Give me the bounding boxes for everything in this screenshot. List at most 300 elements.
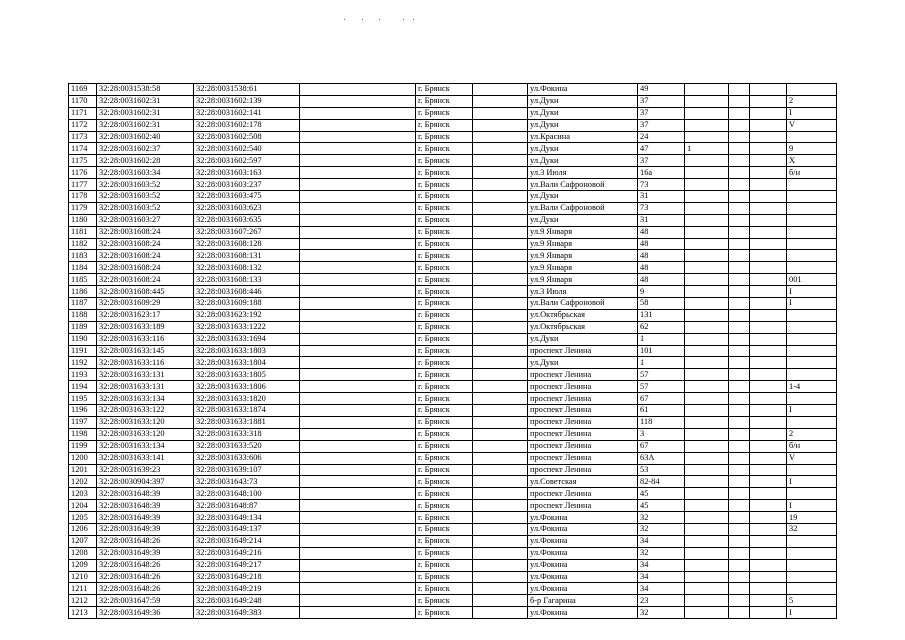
house-number-cell: 34 [638,559,685,571]
city-cell: г. Брянск [416,440,473,452]
building-cell [685,607,729,619]
empty-column-cell [300,547,416,559]
premises-cell [787,547,837,559]
table-row [69,464,837,476]
parent-cadastral-number-cell: 32:28:0031602:28 [97,155,194,167]
building-cell [685,214,729,226]
city-cell: г. Брянск [416,321,473,333]
premises-cell: 2 [787,95,837,107]
empty-column-cell [473,167,528,179]
empty-column-cell [750,393,787,405]
empty-column-cell [750,464,787,476]
parent-cadastral-number-cell: 32:28:0031633:145 [97,345,194,357]
street-cell: ул.Дуки [528,107,638,119]
empty-column-cell [729,512,750,524]
street-cell: ул.Октябрьская [528,309,638,321]
street-cell: проспект Ленина [528,464,638,476]
parent-cadastral-number-cell: 32:28:0031633:122 [97,405,194,417]
row-number-cell: 1192 [69,357,97,369]
city-cell: г. Брянск [416,428,473,440]
street-cell: проспект Ленина [528,416,638,428]
empty-column-cell [300,512,416,524]
empty-column-cell [300,191,416,203]
premises-cell: б/н [787,440,837,452]
house-number-cell: 24 [638,131,685,143]
empty-column-cell [750,500,787,512]
parent-cadastral-number-cell: 32:28:0031608:24 [97,226,194,238]
table-row [69,238,837,250]
city-cell: г. Брянск [416,84,473,96]
house-number-cell: 67 [638,440,685,452]
building-cell [685,131,729,143]
street-cell: ул.Вали Сафроновой [528,179,638,191]
row-number-cell: 1194 [69,381,97,393]
table-row [69,583,837,595]
parent-cadastral-number-cell: 32:28:0031648:26 [97,559,194,571]
table-row [69,286,837,298]
street-cell: ул.9 Января [528,262,638,274]
parent-cadastral-number-cell: 32:28:0031602:40 [97,131,194,143]
city-cell: г. Брянск [416,500,473,512]
empty-column-cell [300,250,416,262]
row-number-cell: 1184 [69,262,97,274]
row-number-cell: 1171 [69,107,97,119]
empty-column-cell [750,535,787,547]
parent-cadastral-number-cell: 32:28:0031648:26 [97,583,194,595]
row-number-cell: 1209 [69,559,97,571]
empty-column-cell [729,559,750,571]
table-row [69,95,837,107]
house-number-cell: 37 [638,95,685,107]
premises-cell: 9 [787,143,837,155]
empty-column-cell [729,381,750,393]
cadastral-number-cell: 32:28:0031603:623 [194,202,300,214]
parent-cadastral-number-cell: 32:28:0031602:37 [97,143,194,155]
empty-column-cell [729,583,750,595]
house-number-cell: 118 [638,416,685,428]
parent-cadastral-number-cell: 32:28:0031649:39 [97,512,194,524]
street-cell: ул.Фокина [528,84,638,96]
empty-column-cell [473,84,528,96]
cadastral-number-cell: 32:28:0031649:217 [194,559,300,571]
house-number-cell: 62 [638,321,685,333]
table-row [69,131,837,143]
empty-column-cell [473,571,528,583]
building-cell [685,440,729,452]
row-number-cell: 1177 [69,179,97,191]
premises-cell [787,357,837,369]
table-row [69,321,837,333]
row-number-cell: 1212 [69,595,97,607]
table-row [69,84,837,96]
street-cell: ул.Фокина [528,512,638,524]
house-number-cell: 31 [638,214,685,226]
building-cell [685,405,729,417]
city-cell: г. Брянск [416,381,473,393]
cadastral-number-cell: 32:28:0031648:100 [194,488,300,500]
house-number-cell: 48 [638,262,685,274]
house-number-cell: 73 [638,179,685,191]
empty-column-cell [473,416,528,428]
house-number-cell: 32 [638,512,685,524]
empty-column-cell [473,226,528,238]
city-cell: г. Брянск [416,535,473,547]
cadastral-number-cell: 32:28:0031602:508 [194,131,300,143]
empty-column-cell [300,155,416,167]
house-number-cell: 67 [638,393,685,405]
city-cell: г. Брянск [416,464,473,476]
empty-column-cell [750,131,787,143]
street-cell: ул.9 Января [528,238,638,250]
table-row [69,381,837,393]
house-number-cell: 45 [638,500,685,512]
house-number-cell: 32 [638,547,685,559]
empty-column-cell [473,452,528,464]
row-number-cell: 1190 [69,333,97,345]
empty-column-cell [300,131,416,143]
empty-column-cell [729,167,750,179]
empty-column-cell [300,202,416,214]
building-cell [685,547,729,559]
house-number-cell: 49 [638,84,685,96]
parent-cadastral-number-cell: 32:28:0031602:31 [97,107,194,119]
street-cell: ул.3 Июля [528,167,638,179]
premises-cell [787,238,837,250]
parent-cadastral-number-cell: 32:28:0031608:445 [97,286,194,298]
empty-column-cell [750,416,787,428]
house-number-cell: 34 [638,571,685,583]
cadastral-number-cell: 32:28:0031608:132 [194,262,300,274]
city-cell: г. Брянск [416,309,473,321]
empty-column-cell [729,119,750,131]
empty-column-cell [729,95,750,107]
empty-column-cell [473,369,528,381]
street-cell: ул.Октябрьская [528,321,638,333]
parent-cadastral-number-cell: 32:28:0031633:120 [97,416,194,428]
cadastral-number-cell: 32:28:0031602:540 [194,143,300,155]
empty-column-cell [729,131,750,143]
empty-column-cell [300,583,416,595]
empty-column-cell [473,607,528,619]
building-cell [685,535,729,547]
premises-cell [787,191,837,203]
building-cell [685,107,729,119]
empty-column-cell [300,476,416,488]
street-cell: ул.Дуки [528,155,638,167]
premises-cell [787,345,837,357]
empty-column-cell [729,500,750,512]
city-cell: г. Брянск [416,131,473,143]
table-row [69,476,837,488]
street-cell: проспект Ленина [528,405,638,417]
table-row [69,595,837,607]
empty-column-cell [750,381,787,393]
empty-column-cell [300,559,416,571]
street-cell: ул.Фокина [528,571,638,583]
premises-cell: 5 [787,595,837,607]
empty-column-cell [473,547,528,559]
parent-cadastral-number-cell: 32:28:0030904:397 [97,476,194,488]
building-cell [685,381,729,393]
premises-cell: I [787,405,837,417]
empty-column-cell [473,523,528,535]
row-number-cell: 1208 [69,547,97,559]
empty-column-cell [473,476,528,488]
empty-column-cell [729,179,750,191]
empty-column-cell [300,298,416,310]
empty-column-cell [750,547,787,559]
empty-column-cell [300,309,416,321]
row-number-cell: 1187 [69,298,97,310]
empty-column-cell [473,155,528,167]
empty-column-cell [750,274,787,286]
street-cell: ул.Вали Сафроновой [528,202,638,214]
empty-column-cell [300,405,416,417]
table-row [69,428,837,440]
premises-cell [787,202,837,214]
premises-cell: I [787,107,837,119]
row-number-cell: 1199 [69,440,97,452]
empty-column-cell [750,214,787,226]
row-number-cell: 1205 [69,512,97,524]
city-cell: г. Брянск [416,583,473,595]
row-number-cell: 1179 [69,202,97,214]
row-number-cell: 1176 [69,167,97,179]
empty-column-cell [750,595,787,607]
empty-column-cell [729,286,750,298]
building-cell [685,595,729,607]
city-cell: г. Брянск [416,262,473,274]
empty-column-cell [300,107,416,119]
parent-cadastral-number-cell: 32:28:0031603:52 [97,179,194,191]
city-cell: г. Брянск [416,250,473,262]
cadastral-number-cell: 32:28:0031633:1694 [194,333,300,345]
row-number-cell: 1172 [69,119,97,131]
city-cell: г. Брянск [416,143,473,155]
empty-column-cell [300,179,416,191]
city-cell: г. Брянск [416,523,473,535]
empty-column-cell [750,143,787,155]
street-cell: ул.Фокина [528,547,638,559]
parent-cadastral-number-cell: 32:28:0031633:134 [97,440,194,452]
premises-cell [787,559,837,571]
street-cell: ул.Дуки [528,214,638,226]
street-cell: проспект Ленина [528,440,638,452]
empty-column-cell [473,131,528,143]
building-cell [685,369,729,381]
parent-cadastral-number-cell: 32:28:0031639:23 [97,464,194,476]
table-row [69,523,837,535]
premises-cell: 32 [787,523,837,535]
premises-cell [787,226,837,238]
row-number-cell: 1198 [69,428,97,440]
building-cell [685,309,729,321]
house-number-cell: 101 [638,345,685,357]
premises-cell [787,535,837,547]
empty-column-cell [729,333,750,345]
cadastral-registry-table [68,83,837,619]
cadastral-number-cell: 32:28:0031633:1222 [194,321,300,333]
empty-column-cell [729,262,750,274]
premises-cell: I [787,500,837,512]
table-row [69,333,837,345]
empty-column-cell [750,107,787,119]
empty-column-cell [750,369,787,381]
premises-cell [787,488,837,500]
empty-column-cell [473,333,528,345]
house-number-cell: 57 [638,381,685,393]
parent-cadastral-number-cell: 32:28:0031608:24 [97,274,194,286]
street-cell: ул.Дуки [528,333,638,345]
parent-cadastral-number-cell: 32:28:0031649:39 [97,523,194,535]
building-cell [685,571,729,583]
street-cell: проспект Ленина [528,345,638,357]
empty-column-cell [729,155,750,167]
building-cell [685,393,729,405]
table-row [69,559,837,571]
house-number-cell: 48 [638,274,685,286]
cadastral-number-cell: 32:28:0031538:61 [194,84,300,96]
empty-column-cell [729,476,750,488]
empty-column-cell [473,95,528,107]
building-cell [685,488,729,500]
parent-cadastral-number-cell: 32:28:0031648:26 [97,571,194,583]
cadastral-number-cell: 32:28:0031633:1805 [194,369,300,381]
cadastral-number-cell: 32:28:0031633:606 [194,452,300,464]
premises-cell: 2 [787,428,837,440]
table-row [69,440,837,452]
house-number-cell: 34 [638,535,685,547]
parent-cadastral-number-cell: 32:28:0031623:17 [97,309,194,321]
row-number-cell: 1191 [69,345,97,357]
empty-column-cell [473,535,528,547]
empty-column-cell [473,512,528,524]
building-cell [685,191,729,203]
empty-column-cell [300,262,416,274]
street-cell: ул.Фокина [528,583,638,595]
building-cell [685,321,729,333]
building-cell [685,452,729,464]
building-cell [685,523,729,535]
street-cell: проспект Ленина [528,369,638,381]
city-cell: г. Брянск [416,452,473,464]
row-number-cell: 1210 [69,571,97,583]
empty-column-cell [729,405,750,417]
house-number-cell: 1 [638,357,685,369]
parent-cadastral-number-cell: 32:28:0031633:116 [97,357,194,369]
row-number-cell: 1173 [69,131,97,143]
table-row [69,500,837,512]
building-cell [685,286,729,298]
parent-cadastral-number-cell: 32:28:0031603:27 [97,214,194,226]
empty-column-cell [300,274,416,286]
city-cell: г. Брянск [416,476,473,488]
cadastral-number-cell: 32:28:0031603:635 [194,214,300,226]
empty-column-cell [300,84,416,96]
cadastral-number-cell: 32:28:0031649:134 [194,512,300,524]
building-cell [685,84,729,96]
city-cell: г. Брянск [416,357,473,369]
parent-cadastral-number-cell: 32:28:0031602:31 [97,95,194,107]
cadastral-number-cell: 32:28:0031633:1804 [194,357,300,369]
parent-cadastral-number-cell: 32:28:0031538:58 [97,84,194,96]
empty-column-cell [750,84,787,96]
empty-column-cell [750,357,787,369]
empty-column-cell [729,345,750,357]
premises-cell [787,309,837,321]
empty-column-cell [750,95,787,107]
street-cell: ул.9 Января [528,250,638,262]
empty-column-cell [300,571,416,583]
table-row [69,547,837,559]
empty-column-cell [750,345,787,357]
table-row [69,226,837,238]
premises-cell: 1-4 [787,381,837,393]
cadastral-number-cell: 32:28:0031608:131 [194,250,300,262]
street-cell: ул.9 Января [528,274,638,286]
city-cell: г. Брянск [416,179,473,191]
empty-column-cell [300,488,416,500]
empty-column-cell [473,179,528,191]
empty-column-cell [300,226,416,238]
table-row [69,250,837,262]
empty-column-cell [473,488,528,500]
empty-column-cell [473,286,528,298]
row-number-cell: 1203 [69,488,97,500]
house-number-cell: 37 [638,155,685,167]
table-row [69,298,837,310]
empty-column-cell [473,262,528,274]
empty-column-cell [729,440,750,452]
parent-cadastral-number-cell: 32:28:0031633:141 [97,452,194,464]
row-number-cell: 1207 [69,535,97,547]
empty-column-cell [729,607,750,619]
city-cell: г. Брянск [416,226,473,238]
city-cell: г. Брянск [416,607,473,619]
empty-column-cell [729,298,750,310]
premises-cell: X [787,155,837,167]
table-row [69,452,837,464]
table-row [69,488,837,500]
house-number-cell: 53 [638,464,685,476]
empty-column-cell [750,226,787,238]
premises-cell [787,369,837,381]
table-row [69,369,837,381]
empty-column-cell [473,500,528,512]
parent-cadastral-number-cell: 32:28:0031633:134 [97,393,194,405]
row-number-cell: 1188 [69,309,97,321]
house-number-cell: 34 [638,583,685,595]
cadastral-number-cell: 32:28:0031602:597 [194,155,300,167]
cadastral-number-cell: 32:28:0031649:248 [194,595,300,607]
parent-cadastral-number-cell: 32:28:0031633:116 [97,333,194,345]
street-cell: проспект Ленина [528,428,638,440]
empty-column-cell [750,167,787,179]
row-number-cell: 1182 [69,238,97,250]
cadastral-number-cell: 32:28:0031648:87 [194,500,300,512]
cadastral-number-cell: 32:28:0031633:1820 [194,393,300,405]
table-row [69,405,837,417]
empty-column-cell [750,179,787,191]
table-row [69,119,837,131]
parent-cadastral-number-cell: 32:28:0031609:29 [97,298,194,310]
empty-column-cell [473,345,528,357]
table-row [69,262,837,274]
premises-cell: I [787,476,837,488]
cadastral-number-cell: 32:28:0031649:216 [194,547,300,559]
empty-column-cell [729,523,750,535]
table-row [69,535,837,547]
